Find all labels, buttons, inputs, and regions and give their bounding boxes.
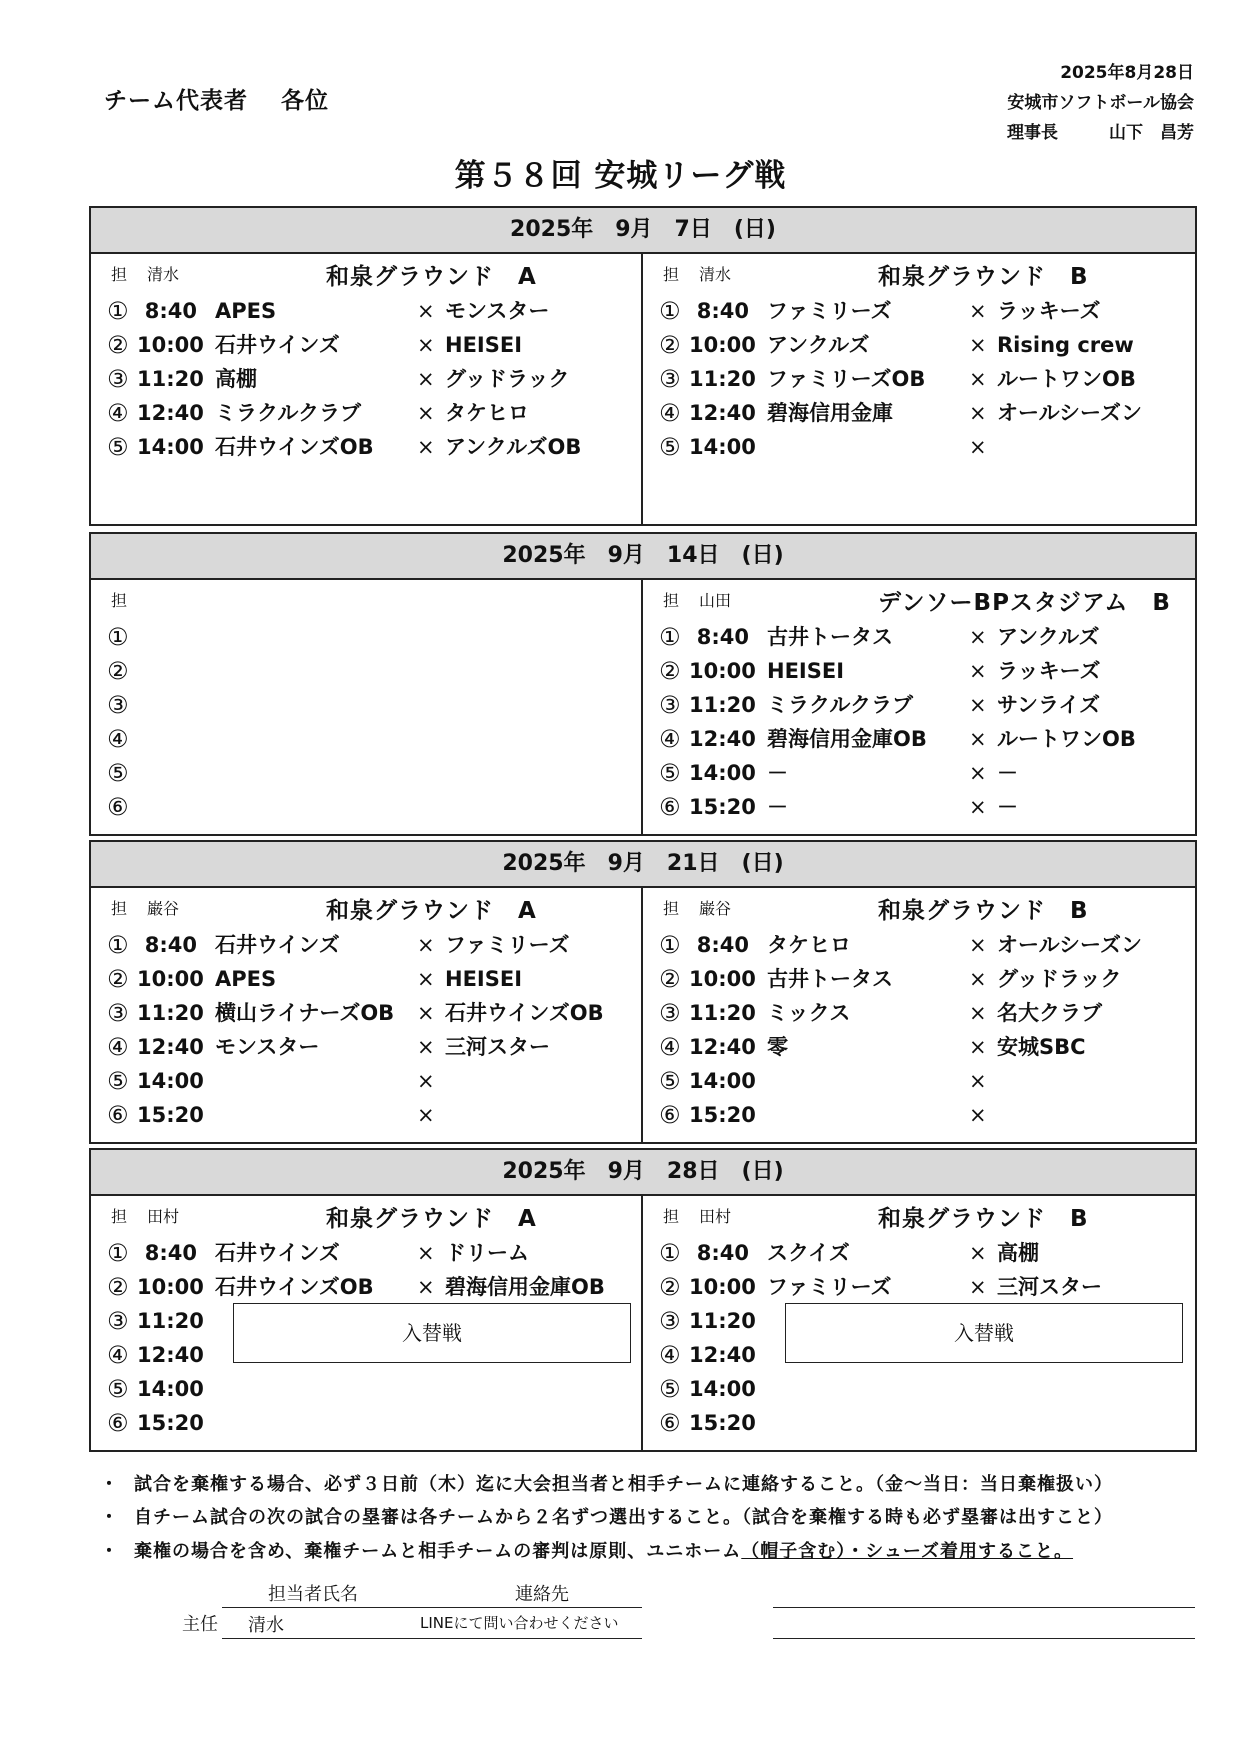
home-team: ファミリーズ <box>767 299 892 323</box>
game-row <box>107 1098 641 1132</box>
game-row <box>659 328 1195 362</box>
game-number: ③ <box>107 1307 129 1335</box>
game-number: ⑤ <box>107 1375 129 1403</box>
game-number: ④ <box>659 1341 681 1369</box>
tantou-name: 清水 <box>147 265 180 284</box>
home-team: モンスター <box>215 1035 320 1059</box>
game-time: 12:40 <box>137 401 204 425</box>
game-time: 8:40 <box>144 933 197 957</box>
note-2: ・ 自チーム試合の次の試合の塁審は各チームから２名ずつ選出すること。（試合を棄権する時も必ず塁審は出すこと） <box>100 1507 1113 1528</box>
game-row <box>659 1372 1195 1406</box>
schedule-section <box>89 206 1197 526</box>
versus-mark: × <box>417 401 435 425</box>
game-number: ① <box>659 297 681 325</box>
venue-column-right <box>643 580 1195 834</box>
game-row <box>659 654 1195 688</box>
game-row <box>659 620 1195 654</box>
game-row <box>659 1098 1195 1132</box>
game-row <box>659 294 1195 328</box>
contact-method-header: 連絡先 <box>515 1584 569 1605</box>
versus-mark: × <box>417 299 435 323</box>
game-number: ④ <box>659 725 681 753</box>
game-row <box>107 294 641 328</box>
away-team: 名大クラブ <box>997 1001 1102 1025</box>
game-number: ② <box>659 965 681 993</box>
schedule-section <box>89 840 1197 1144</box>
home-team: ミラクルクラブ <box>767 693 913 717</box>
game-row <box>107 654 641 688</box>
away-team: グッドラック <box>997 967 1122 991</box>
away-team: ルートワンOB <box>997 367 1136 391</box>
venue-column-left <box>91 580 643 834</box>
note-1: ・ 試合を棄権する場合、必ず３日前（木）迄に大会担当者と相手チームに連絡すること。（金～当日：当日棄権扱い） <box>100 1474 1113 1495</box>
away-team: 石井ウインズOB <box>445 1001 604 1025</box>
game-row <box>659 962 1195 996</box>
game-row <box>107 396 641 430</box>
home-team: 碧海信用金庫OB <box>767 727 927 751</box>
tantou-label: 担 <box>111 591 128 610</box>
tantou-name: 田村 <box>699 1207 732 1226</box>
note-3: ・ 棄権の場合を含め、棄権チームと相手チームの審判は原則、ユニホーム（帽子含む）・シューズ着用すること。 <box>100 1541 1074 1562</box>
versus-mark: × <box>969 659 987 683</box>
signer-name: 理事長 山下 昌芳 <box>1007 123 1194 143</box>
away-team: ラッキーズ <box>997 659 1101 683</box>
versus-mark: × <box>417 1275 435 1299</box>
game-time: 14:00 <box>137 1069 204 1093</box>
sender-block <box>1007 58 1194 148</box>
game-time: 11:20 <box>689 693 756 717</box>
home-team: ファミリーズ <box>767 1275 892 1299</box>
home-team: ミラクルクラブ <box>215 401 361 425</box>
versus-mark: × <box>969 1275 987 1299</box>
game-row <box>659 1064 1195 1098</box>
game-time: 14:00 <box>137 1377 204 1401</box>
away-team: アンクルズ <box>997 625 1100 649</box>
game-time: 12:40 <box>689 401 756 425</box>
away-team: － <box>997 795 1018 819</box>
tantou-label: 担 <box>111 1207 128 1226</box>
home-team: 高棚 <box>215 367 257 391</box>
versus-mark: × <box>969 693 987 717</box>
away-team: アンクルズOB <box>445 435 582 459</box>
tantou <box>111 896 179 919</box>
game-time: 10:00 <box>137 333 204 357</box>
game-time: 12:40 <box>689 727 756 751</box>
game-row <box>659 1270 1195 1304</box>
game-row <box>107 1236 641 1270</box>
away-team: グッドラック <box>445 367 570 391</box>
venue-name: 和泉グラウンド B <box>878 1206 1089 1232</box>
game-time: 8:40 <box>696 933 749 957</box>
game-time: 12:40 <box>689 1035 756 1059</box>
replacement-match-box: 入替戦 <box>233 1303 631 1363</box>
game-number: ⑥ <box>107 1101 129 1129</box>
away-team: モンスター <box>445 299 550 323</box>
versus-mark: × <box>969 299 987 323</box>
game-number: ⑥ <box>107 793 129 821</box>
home-team: タケヒロ <box>767 933 851 957</box>
tantou-name: 田村 <box>147 1207 180 1226</box>
venue-name: デンソーBPスタジアム B <box>878 590 1171 616</box>
game-time: 8:40 <box>696 1241 749 1265</box>
game-number: ⑤ <box>107 759 129 787</box>
game-row <box>107 996 641 1030</box>
versus-mark: × <box>417 967 435 991</box>
game-time: 14:00 <box>689 1069 756 1093</box>
game-number: ⑤ <box>659 433 681 461</box>
game-number: ④ <box>107 725 129 753</box>
contact-line-top <box>222 1607 642 1608</box>
home-team: － <box>767 795 788 819</box>
away-team: Rising crew <box>997 333 1134 357</box>
game-row <box>107 756 641 790</box>
home-team: 石井ウインズ <box>215 933 340 957</box>
game-row <box>107 688 641 722</box>
home-team: 石井ウインズ <box>215 333 340 357</box>
game-number: ③ <box>659 1307 681 1335</box>
game-number: ④ <box>107 399 129 427</box>
away-team: HEISEI <box>445 333 523 357</box>
game-time: 8:40 <box>696 299 749 323</box>
venue-column-right <box>643 254 1195 524</box>
venue-name: 和泉グラウンド B <box>878 898 1089 924</box>
home-team: 石井ウインズOB <box>215 1275 374 1299</box>
away-team: 三河スター <box>445 1035 550 1059</box>
game-number: ④ <box>659 399 681 427</box>
game-number: ⑤ <box>107 433 129 461</box>
game-time: 8:40 <box>696 625 749 649</box>
home-team: 石井ウインズ <box>215 1241 340 1265</box>
home-team: APES <box>215 299 277 323</box>
game-time: 11:20 <box>689 1309 756 1333</box>
game-row <box>107 430 641 464</box>
home-team: HEISEI <box>767 659 845 683</box>
game-row <box>659 790 1195 824</box>
tantou <box>663 588 731 611</box>
game-number: ① <box>107 931 129 959</box>
away-team: 三河スター <box>997 1275 1102 1299</box>
home-team: スクイズ <box>767 1241 850 1265</box>
game-time: 10:00 <box>689 967 756 991</box>
versus-mark: × <box>969 761 987 785</box>
tantou-name: 山田 <box>699 591 732 610</box>
versus-mark: × <box>969 1035 987 1059</box>
versus-mark: × <box>969 1001 987 1025</box>
game-time: 12:40 <box>137 1035 204 1059</box>
game-row <box>107 1270 641 1304</box>
home-team: APES <box>215 967 277 991</box>
versus-mark: × <box>417 933 435 957</box>
tantou-name: 巌谷 <box>699 899 732 918</box>
game-number: ① <box>659 931 681 959</box>
contact-line-bottom <box>222 1638 642 1639</box>
game-number: ② <box>659 331 681 359</box>
issue-date: 2025年8月28日 <box>1060 63 1194 83</box>
away-team: ラッキーズ <box>997 299 1101 323</box>
venue-name: 和泉グラウンド A <box>326 898 537 924</box>
tantou-label: 担 <box>111 265 128 284</box>
versus-mark: × <box>417 1001 435 1025</box>
venue-column-left <box>91 254 643 524</box>
blank-line-bottom <box>773 1638 1195 1639</box>
versus-mark: × <box>969 625 987 649</box>
game-number: ⑤ <box>659 759 681 787</box>
game-time: 14:00 <box>689 435 756 459</box>
versus-mark: × <box>417 1103 435 1127</box>
versus-mark: × <box>969 967 987 991</box>
section-date: 2025年 9月 28日 (日) <box>91 1150 1195 1196</box>
versus-mark: × <box>969 933 987 957</box>
game-row <box>107 962 641 996</box>
game-row <box>659 1406 1195 1440</box>
game-row <box>659 1030 1195 1064</box>
game-number: ③ <box>107 691 129 719</box>
contact-person: 清水 <box>248 1615 284 1636</box>
game-number: ② <box>659 1273 681 1301</box>
game-row <box>659 756 1195 790</box>
game-row <box>107 362 641 396</box>
versus-mark: × <box>969 727 987 751</box>
game-row <box>659 722 1195 756</box>
versus-mark: × <box>417 333 435 357</box>
away-team: HEISEI <box>445 967 523 991</box>
home-team: 古井トータス <box>767 625 893 649</box>
game-number: ⑤ <box>107 1067 129 1095</box>
contact-name-header: 担当者氏名 <box>268 1584 358 1605</box>
game-time: 10:00 <box>689 1275 756 1299</box>
section-date: 2025年 9月 14日 (日) <box>91 534 1195 580</box>
tantou <box>663 896 731 919</box>
home-team: 石井ウインズOB <box>215 435 374 459</box>
away-team: オールシーズン <box>997 401 1143 425</box>
venue-column-right <box>643 1196 1195 1450</box>
game-time: 15:20 <box>689 1103 756 1127</box>
game-time: 15:20 <box>689 1411 756 1435</box>
away-team: サンライズ <box>997 693 1101 717</box>
versus-mark: × <box>969 333 987 357</box>
game-row <box>659 1236 1195 1270</box>
game-number: ① <box>659 623 681 651</box>
schedule-section <box>89 1148 1197 1452</box>
venue-column-left <box>91 1196 643 1450</box>
away-team: 碧海信用金庫OB <box>445 1275 605 1299</box>
game-number: ③ <box>659 999 681 1027</box>
game-number: ⑤ <box>659 1375 681 1403</box>
tantou-label: 担 <box>663 591 680 610</box>
game-time: 12:40 <box>137 1343 204 1367</box>
versus-mark: × <box>417 1241 435 1265</box>
away-team: ドリーム <box>445 1241 529 1265</box>
game-number: ③ <box>107 999 129 1027</box>
game-time: 11:20 <box>689 1001 756 1025</box>
venue-column-right <box>643 888 1195 1142</box>
section-date: 2025年 9月 7日 (日) <box>91 208 1195 254</box>
versus-mark: × <box>417 435 435 459</box>
home-team: ファミリーズOB <box>767 367 926 391</box>
game-time: 15:20 <box>689 795 756 819</box>
game-row <box>107 1064 641 1098</box>
game-time: 12:40 <box>689 1343 756 1367</box>
tantou <box>111 588 147 611</box>
game-row <box>659 430 1195 464</box>
versus-mark: × <box>417 1069 435 1093</box>
tantou <box>663 262 731 285</box>
versus-mark: × <box>969 795 987 819</box>
game-row <box>659 996 1195 1030</box>
versus-mark: × <box>969 1103 987 1127</box>
versus-mark: × <box>417 1035 435 1059</box>
section-date: 2025年 9月 21日 (日) <box>91 842 1195 888</box>
game-time: 15:20 <box>137 1103 204 1127</box>
versus-mark: × <box>969 1241 987 1265</box>
versus-mark: × <box>969 1069 987 1093</box>
venue-name: 和泉グラウンド B <box>878 264 1089 290</box>
game-row <box>659 396 1195 430</box>
game-time: 11:20 <box>689 367 756 391</box>
away-team: タケヒロ <box>445 401 529 425</box>
game-row <box>659 688 1195 722</box>
tantou <box>111 262 179 285</box>
game-number: ④ <box>659 1033 681 1061</box>
game-number: ② <box>107 657 129 685</box>
tantou-name: 巌谷 <box>147 899 180 918</box>
tantou-name: 清水 <box>699 265 732 284</box>
versus-mark: × <box>969 401 987 425</box>
game-time: 8:40 <box>144 1241 197 1265</box>
game-number: ⑥ <box>659 1101 681 1129</box>
venue-column-left <box>91 888 643 1142</box>
game-number: ② <box>659 657 681 685</box>
game-time: 11:20 <box>137 367 204 391</box>
game-time: 11:20 <box>137 1001 204 1025</box>
away-team: 高棚 <box>997 1241 1039 1265</box>
home-team: 零 <box>767 1035 788 1059</box>
game-number: ④ <box>107 1033 129 1061</box>
home-team: 横山ライナーズOB <box>215 1001 395 1025</box>
game-number: ② <box>107 965 129 993</box>
game-number: ③ <box>107 365 129 393</box>
game-number: ④ <box>107 1341 129 1369</box>
game-number: ① <box>659 1239 681 1267</box>
game-row <box>107 790 641 824</box>
game-row <box>107 1030 641 1064</box>
game-row <box>107 620 641 654</box>
tantou <box>111 1204 179 1227</box>
game-number: ① <box>107 623 129 651</box>
away-team: ファミリーズ <box>445 933 570 957</box>
game-row <box>107 328 641 362</box>
schedule-section <box>89 532 1197 836</box>
away-team: ルートワンOB <box>997 727 1136 751</box>
game-time: 10:00 <box>137 1275 204 1299</box>
home-team: アンクルズ <box>767 333 870 357</box>
versus-mark: × <box>969 367 987 391</box>
venue-name: 和泉グラウンド A <box>326 1206 537 1232</box>
away-team: － <box>997 761 1018 785</box>
game-row <box>107 722 641 756</box>
tantou <box>663 1204 731 1227</box>
game-number: ③ <box>659 691 681 719</box>
game-time: 8:40 <box>144 299 197 323</box>
home-team: 碧海信用金庫 <box>767 401 893 425</box>
venue-name: 和泉グラウンド A <box>326 264 537 290</box>
game-row <box>107 928 641 962</box>
game-time: 10:00 <box>137 967 204 991</box>
game-time: 15:20 <box>137 1411 204 1435</box>
contact-method: LINEにて問い合わせください <box>420 1614 619 1632</box>
away-team: オールシーズン <box>997 933 1143 957</box>
game-time: 11:20 <box>137 1309 204 1333</box>
game-row <box>659 362 1195 396</box>
game-time: 10:00 <box>689 333 756 357</box>
game-row <box>659 928 1195 962</box>
tantou-label: 担 <box>663 1207 680 1226</box>
game-row <box>107 1406 641 1440</box>
game-number: ⑥ <box>659 1409 681 1437</box>
page-title: 第５８回 安城リーグ戦 <box>454 158 787 194</box>
game-number: ② <box>107 331 129 359</box>
versus-mark: × <box>969 435 987 459</box>
game-number: ③ <box>659 365 681 393</box>
replacement-match-box: 入替戦 <box>785 1303 1183 1363</box>
game-time: 14:00 <box>137 435 204 459</box>
game-number: ⑥ <box>107 1409 129 1437</box>
tantou-label: 担 <box>663 899 680 918</box>
organization-name: 安城市ソフトボール協会 <box>1007 93 1194 113</box>
blank-line-top <box>773 1607 1195 1608</box>
tantou-label: 担 <box>663 265 680 284</box>
home-team: ミックス <box>767 1001 851 1025</box>
away-team: 安城SBC <box>997 1035 1086 1059</box>
game-time: 14:00 <box>689 1377 756 1401</box>
game-number: ⑥ <box>659 793 681 821</box>
home-team: － <box>767 761 788 785</box>
home-team: 古井トータス <box>767 967 893 991</box>
game-row <box>107 1372 641 1406</box>
game-time: 14:00 <box>689 761 756 785</box>
tantou-label: 担 <box>111 899 128 918</box>
contact-role: 主任 <box>182 1614 218 1635</box>
game-number: ① <box>107 297 129 325</box>
versus-mark: × <box>417 367 435 391</box>
game-time: 10:00 <box>689 659 756 683</box>
recipient-line: チーム代表者 各位 <box>104 88 330 114</box>
game-number: ① <box>107 1239 129 1267</box>
game-number: ② <box>107 1273 129 1301</box>
game-number: ⑤ <box>659 1067 681 1095</box>
